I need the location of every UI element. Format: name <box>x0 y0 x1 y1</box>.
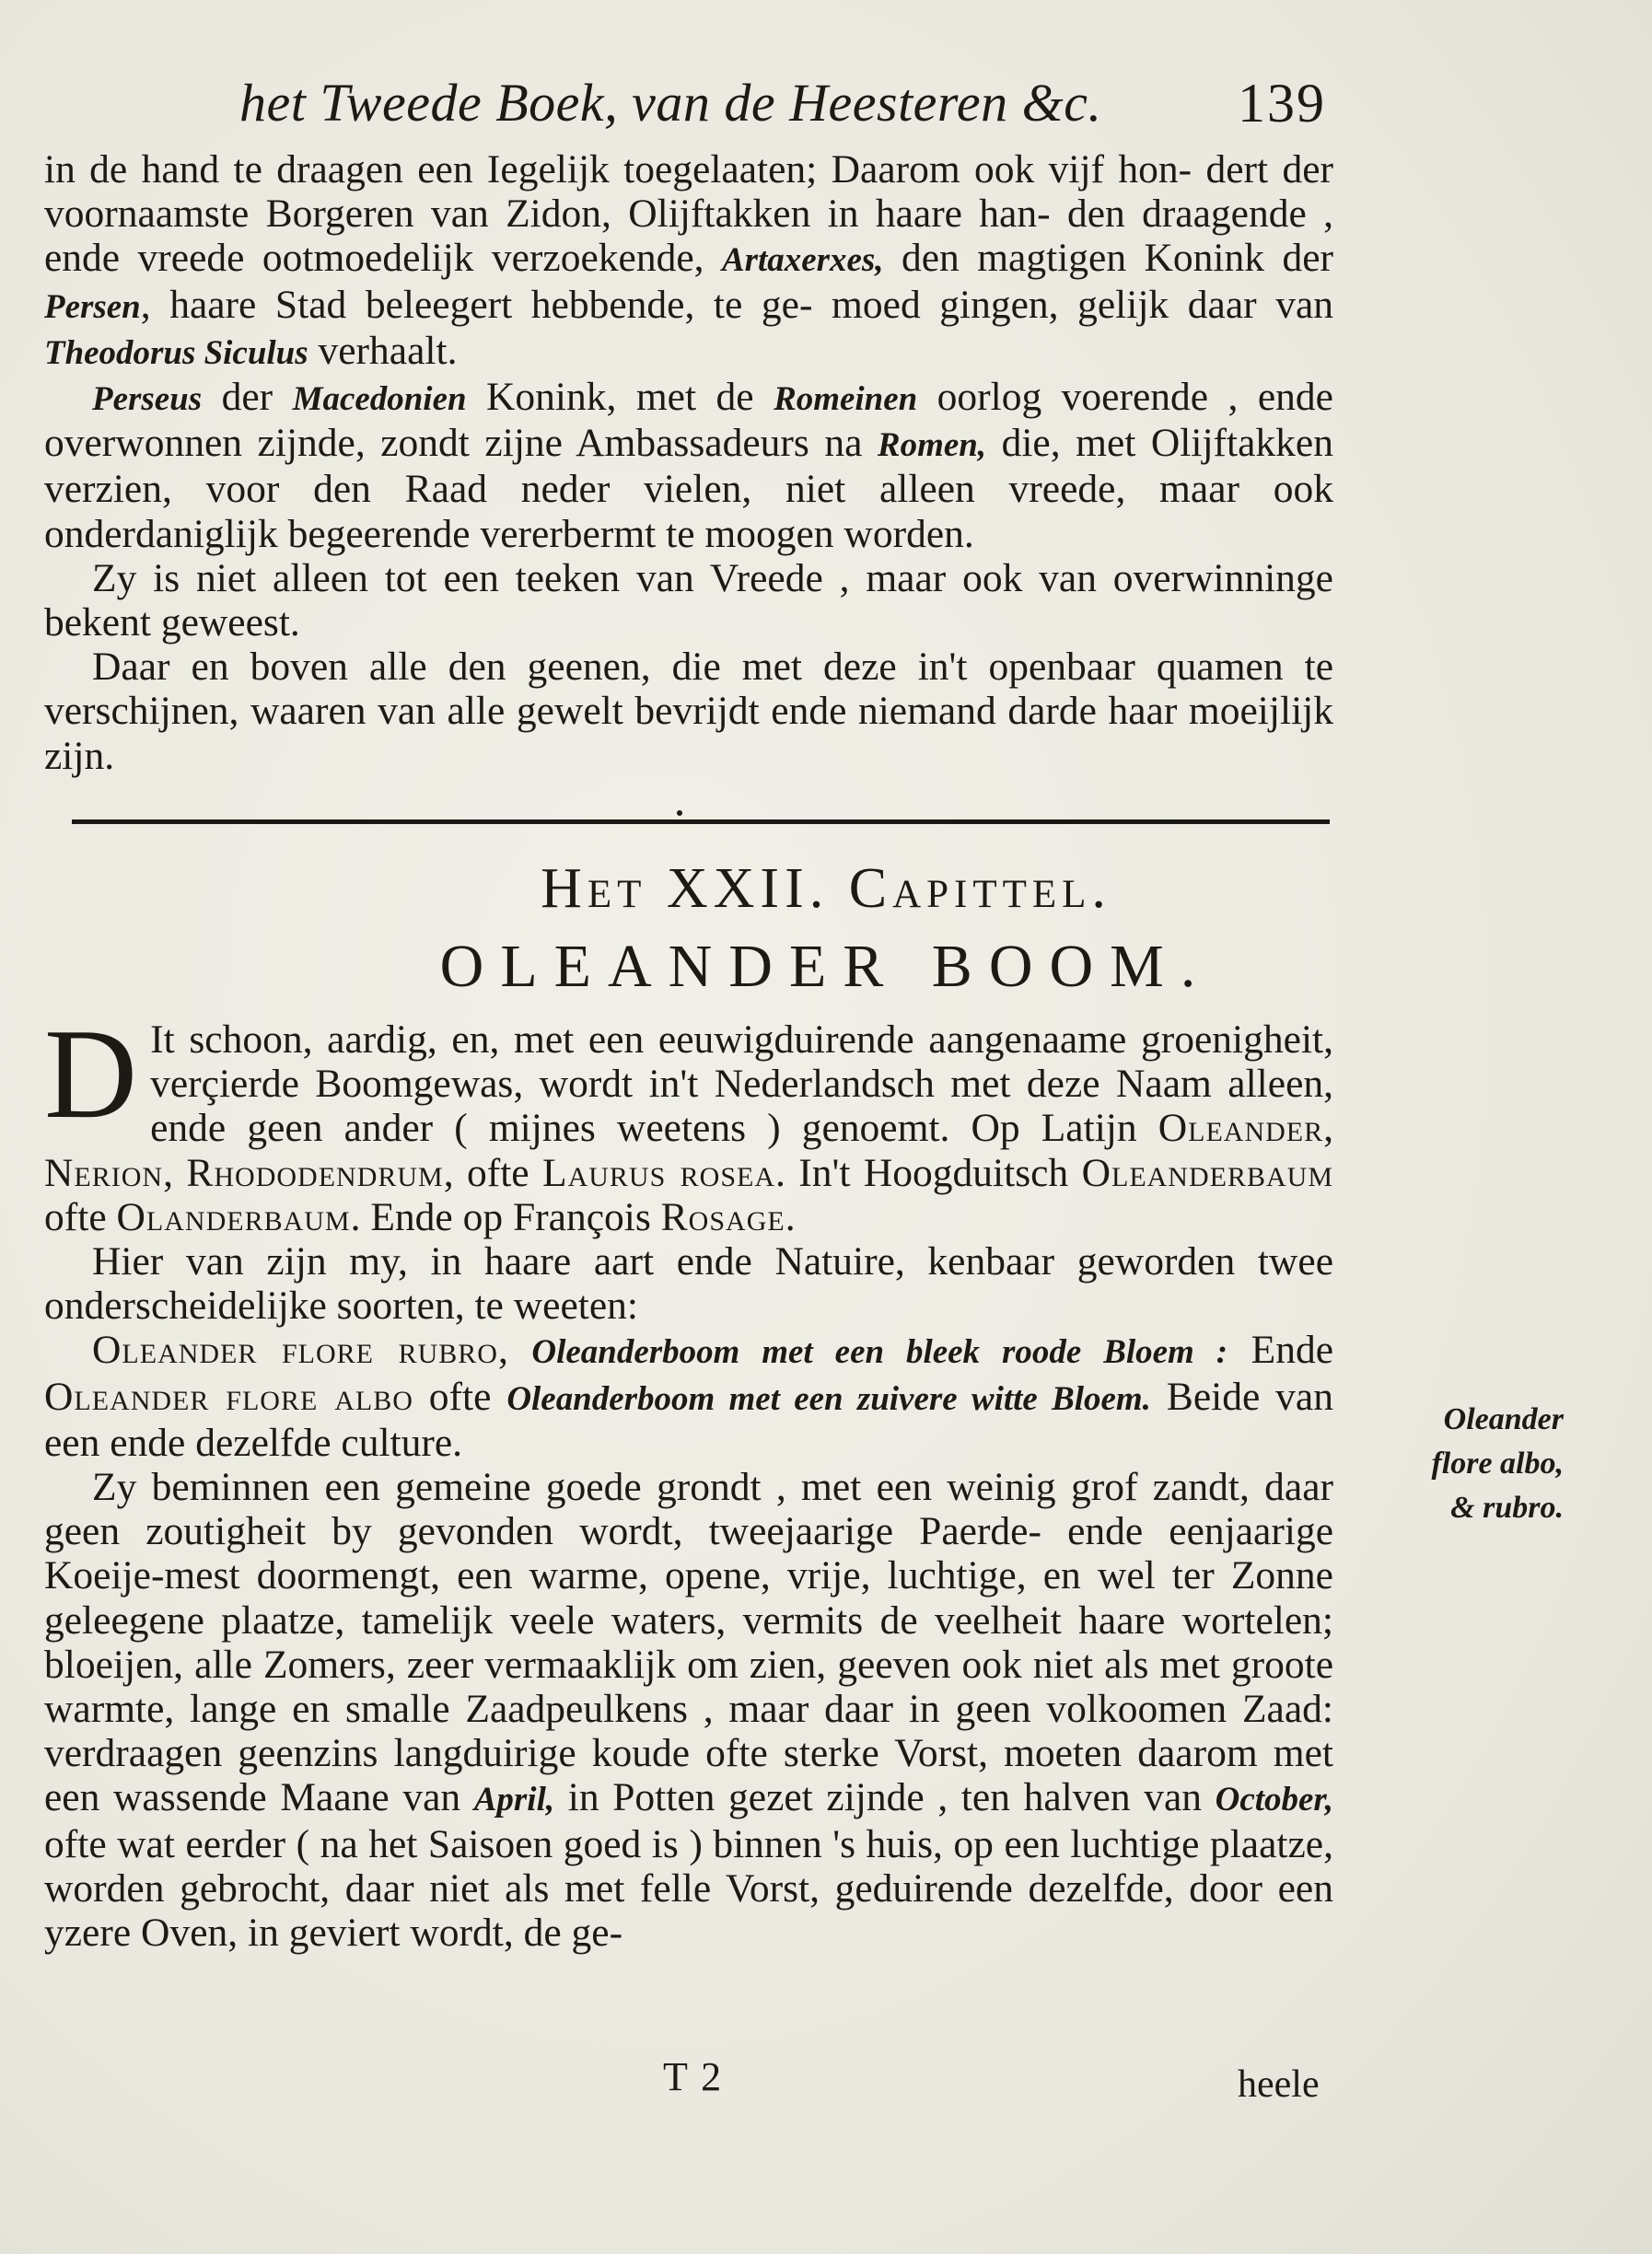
text-run: Konink, met de <box>466 375 774 420</box>
text-line: moed gingen, gelijk daar van <box>832 282 1333 327</box>
text-run: oorlog voerende , ende overwonnen zijnde, zondt zijne Ambassadeurs na <box>44 375 1333 466</box>
name-theodorus: Theodorus Siculus <box>44 332 308 371</box>
text-run: , ofte <box>443 1150 543 1195</box>
french-name-rosage: Rosage <box>660 1194 785 1239</box>
name-romeinen: Romeinen <box>774 379 918 418</box>
text-run: ofte <box>413 1374 507 1419</box>
paragraph-perseus <box>44 375 1333 556</box>
variety-white: Oleander flore albo <box>44 1374 413 1419</box>
paragraph-intro <box>44 1003 1333 1239</box>
name-romen: Romen, <box>877 425 987 464</box>
variety-white-description: Oleanderboom met een zuivere witte Bloem. <box>506 1378 1151 1417</box>
text-run: . <box>785 1194 796 1239</box>
variety-red-description: Oleanderboom met een bleek roode Bloem : <box>531 1332 1228 1371</box>
text-run: in Potten gezet zijnde , ten halven van <box>554 1775 1216 1820</box>
text-line: dert der voornaamste Borgeren van Zidon, Olijftakken in haare han- <box>44 147 1333 237</box>
margin-note-line: flore albo, <box>1431 1447 1564 1481</box>
text-line: den magtigen Konink der <box>901 236 1333 281</box>
chapter-title: Het XXII. Capittel. <box>541 857 1111 920</box>
margin-note-line: Oleander <box>1443 1402 1564 1436</box>
paragraph-olive-branches <box>44 147 1333 375</box>
text-run: , <box>1323 1106 1333 1151</box>
text-line: in de hand te draagen een Iegelijk toegelaaten; Daarom ook vijf hon- <box>44 147 1192 192</box>
text-run: ofte <box>44 1194 117 1239</box>
catchword: heele <box>1238 2063 1320 2106</box>
paragraph-two-sorts: Hier van zijn my, in haare aart ende Natuire, kenbaar geworden twee onderscheidelijke soorten, te weeten: <box>44 1239 1333 1329</box>
text-run: . Ende op François <box>350 1194 661 1239</box>
margin-note-line: & rubro. <box>1450 1491 1564 1525</box>
name-perseus: Perseus <box>92 379 203 418</box>
text-run: , <box>163 1150 187 1195</box>
chapter-heading: OLEANDER BOOM. <box>439 933 1213 1000</box>
running-title: het Tweede Boek, van de Heesteren &c. <box>239 73 1102 133</box>
name-artaxerxes: Artaxerxes, <box>721 240 884 279</box>
top-text-block <box>44 147 1333 778</box>
text-run: Beide van een ende dezelfde culture. <box>44 1374 1333 1465</box>
paragraph-cultivation <box>44 1465 1333 1955</box>
latin-name-nerion: Nerion <box>44 1150 164 1195</box>
section-divider <box>72 819 1330 824</box>
month-october: October, <box>1215 1780 1333 1818</box>
name-macedonien: Macedonien <box>292 379 467 418</box>
margin-note <box>1343 1398 1564 1530</box>
latin-name-rhododendrum: Rhododendrum <box>186 1150 444 1195</box>
text-run: , <box>497 1328 532 1373</box>
latin-name-laurus: Laurus rosea <box>542 1150 776 1195</box>
signature-mark: T 2 <box>663 2054 724 2099</box>
month-april: April, <box>473 1780 555 1818</box>
latin-name-oleander: Oleander <box>1158 1106 1324 1151</box>
text-run: Ende <box>1227 1328 1334 1373</box>
text-line: verhaalt. <box>308 328 458 373</box>
text-run: der <box>202 375 293 420</box>
text-line: den draagende , ende vreede ootmoedelijk verzoekende, <box>44 192 1333 281</box>
text-run: . In't Hoogduitsch <box>775 1150 1082 1195</box>
drop-cap: D <box>44 1003 138 1145</box>
german-name-olanderbaum: Olanderbaum <box>116 1194 351 1239</box>
paragraph-freedom: Daar en boven alle den geenen, die met deze in't openbaar quamen te verschijnen, waaren van alle gewelt bevrijdt ende niemand darde haar moeijlijk zijn. <box>44 645 1333 778</box>
name-persen: Persen <box>44 286 141 325</box>
rule-ornament <box>677 810 682 816</box>
text-run: ofte wat eerder ( na het Saisoen goed is ) binnen 's huis, op een luchtige plaatze, worden gebrocht, daar niet als met felle Vorst, geduirende dezelfde, door een yzere Oven, in geviert wordt, de ge- <box>44 1821 1333 1956</box>
page-header <box>239 72 1326 145</box>
text-line: , haare Stad beleegert hebbende, te ge- <box>140 282 813 327</box>
variety-red: Oleander flore rubro <box>92 1328 498 1373</box>
page-number: 139 <box>1238 73 1326 134</box>
text-run: Zy beminnen een gemeine goede grondt , met een weinig grof zandt, daar geen zoutigheit by gevonden wordt, tweejaarige Paerde- ende eenjaarige Koeije-mest doormengt, een warme, opene, vrije, luchtige, en wel ter Zonne geleegene plaatze, tamelijk veele waters, vermits de veelheit haare wortelen; bloeijen, alle Zomers, zeer vermaaklijk om zien, geeven ook niet als met groote warmte, lange en smalle Zaadpeulkens , maar daar in geen volkoomen Zaad: verdraagen geenzins langduirige koude ofte sterke Vorst, moeten daarom met een wassende Maane van <box>44 1465 1333 1820</box>
text-run: die, met Olijftakken verzien, voor den Raad neder vielen, niet alleen vreede, maar ook onderdaniglijk begeerende vererbermt te moogen worden. <box>44 421 1333 556</box>
paragraph-varieties <box>44 1328 1333 1465</box>
paragraph-victory: Zy is niet alleen tot een teeken van Vreede , maar ook van overwinninge bekent geweest. <box>44 555 1333 645</box>
german-name-oleanderbaum: Oleanderbaum <box>1081 1150 1333 1195</box>
body-text-block <box>44 1003 1334 1956</box>
text-run: It schoon, aardig, en, met een eeuwigduirende aangenaame groenigheit, verçierde Boomgewas, wordt in't Nederlandsch met deze Naam alleen, ende geen ander ( mijnes weetens ) genoemt. Op Latijn <box>150 1017 1333 1151</box>
